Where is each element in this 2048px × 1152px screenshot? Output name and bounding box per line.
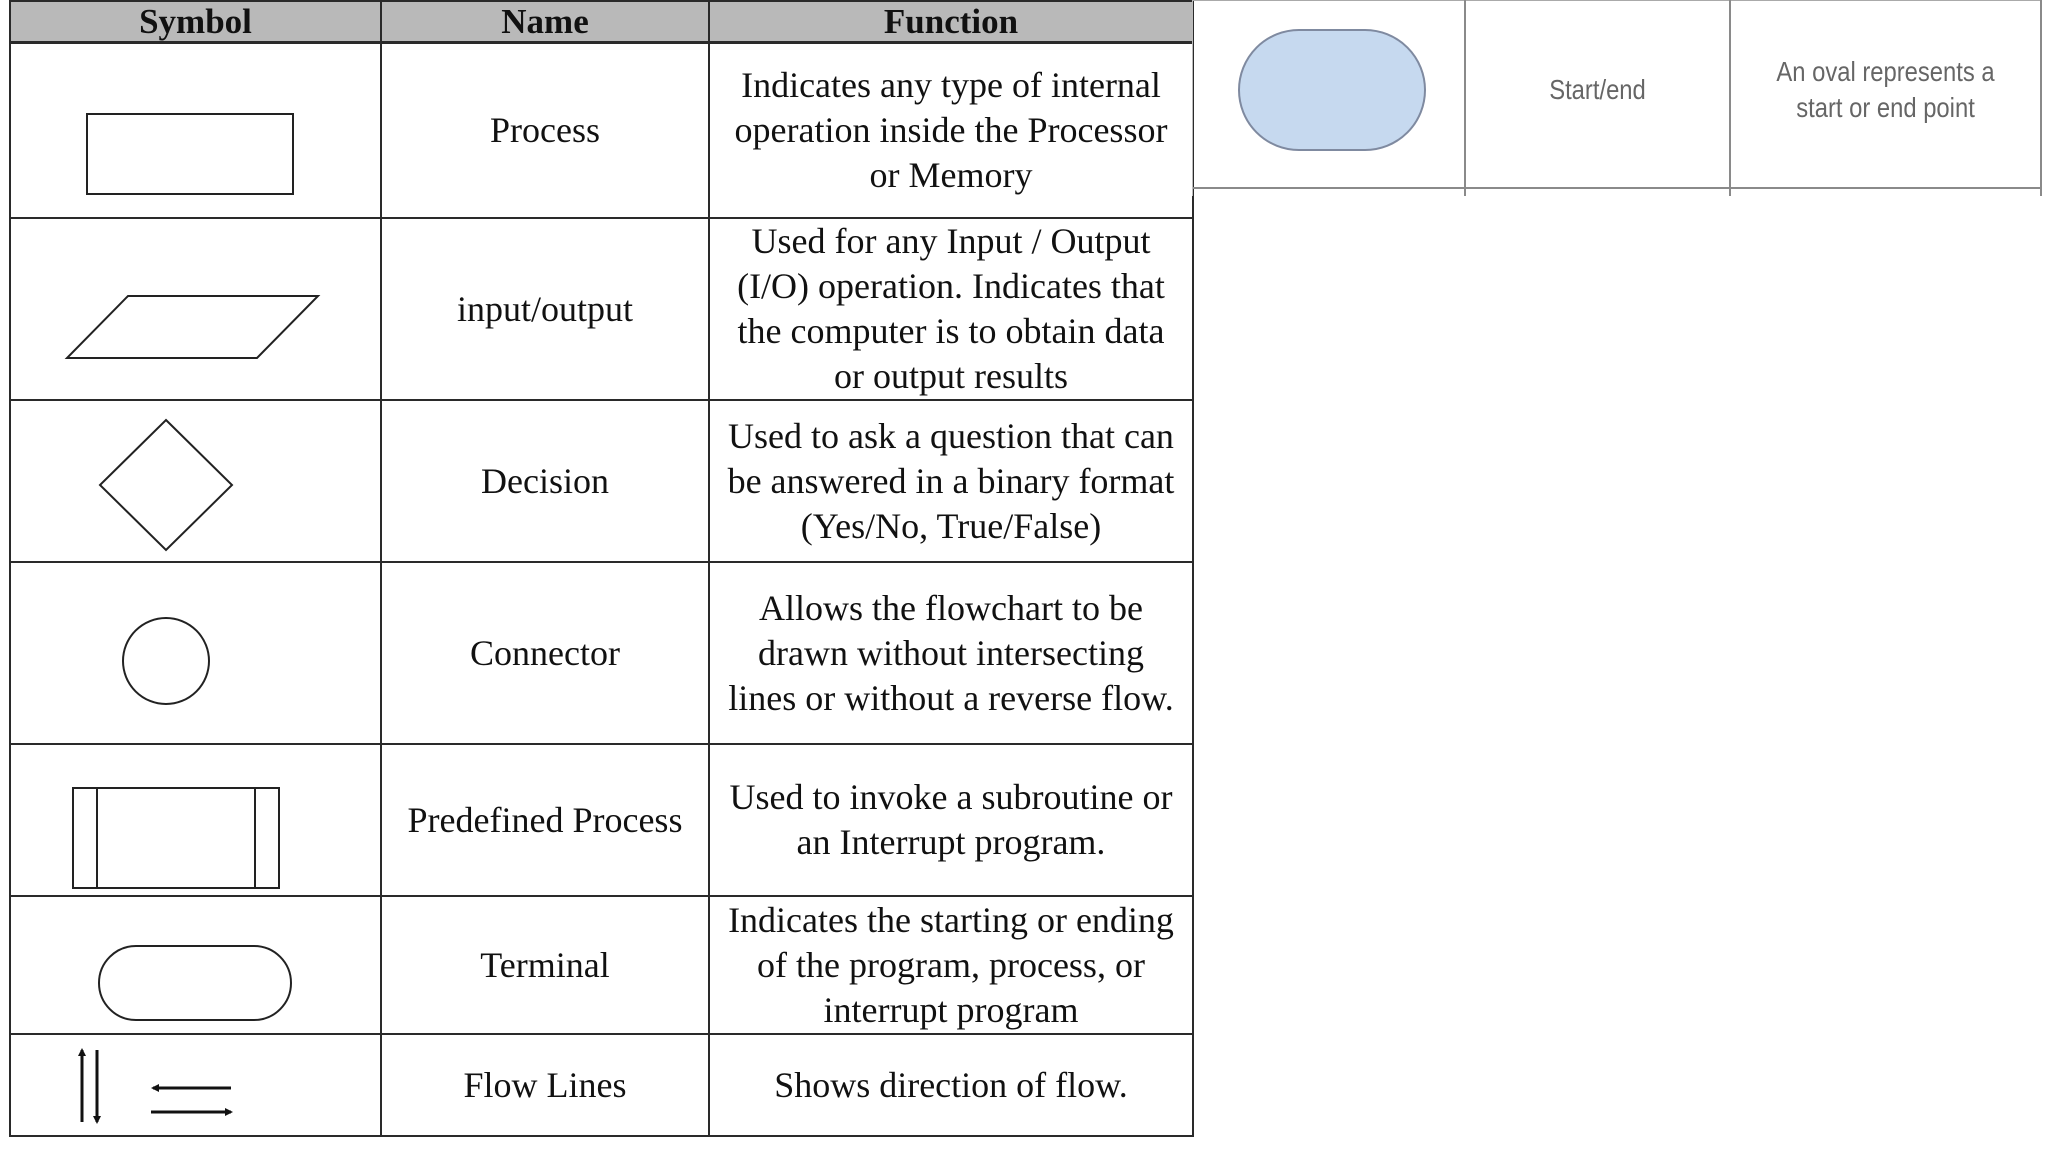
table-row (10, 400, 1193, 562)
symbol-name: Connector (381, 562, 709, 744)
symbol-name: Predefined Process (381, 744, 709, 896)
symbol-name: Flow Lines (381, 1034, 709, 1136)
connector-symbol-cell (10, 562, 381, 744)
process-rectangle-icon (11, 44, 382, 216)
table-row (10, 896, 1193, 1034)
header-name: Name (381, 1, 709, 42)
flowchart-symbols-table (9, 0, 1194, 1137)
flow-lines-symbol-cell (10, 1034, 381, 1136)
input-output-parallelogram-icon (11, 220, 382, 398)
input-output-symbol-cell (10, 218, 381, 400)
oval-start-end-icon (1193, 0, 1467, 186)
symbol-function: Used to ask a question that can be answered in a binary format (Yes/No, True/False) (709, 400, 1193, 562)
table-row (10, 562, 1193, 744)
predefined-process-icon (11, 746, 382, 894)
symbol-function: Used to invoke a subroutine or an Interrupt program. (709, 744, 1193, 896)
symbol-function: Indicates any type of internal operation inside the Processor or Memory (709, 42, 1193, 218)
symbol-function: Indicates the starting or ending of the program, process, or interrupt program (709, 896, 1193, 1034)
start-end-name-cell (1466, 0, 1731, 196)
header-symbol: Symbol (10, 1, 381, 42)
start-end-table (1192, 0, 2042, 196)
start-end-symbol-cell (1192, 0, 1466, 196)
terminal-symbol-cell (10, 896, 381, 1034)
header-function: Function (709, 1, 1193, 42)
symbol-function: Allows the flowchart to be drawn without intersecting lines or without a reverse flow. (709, 562, 1193, 744)
symbol-name: input/output (381, 218, 709, 400)
symbol-function: Used for any Input / Output (I/O) operation. Indicates that the computer is to obtain data or output results (709, 218, 1193, 400)
predefined-process-symbol-cell (10, 744, 381, 896)
terminal-rounded-icon (11, 898, 382, 1032)
decision-diamond-icon (11, 402, 382, 560)
table-row (10, 1034, 1193, 1136)
symbol-name: Decision (381, 400, 709, 562)
start-end-function: An oval represents a start or end point (1776, 56, 1995, 123)
header-row (10, 1, 1193, 42)
symbol-name: Terminal (381, 896, 709, 1034)
connector-circle-icon (11, 564, 382, 742)
table-row (10, 218, 1193, 400)
symbol-function: Shows direction of flow. (709, 1034, 1193, 1136)
flow-lines-arrows-icon (11, 1036, 382, 1134)
decision-symbol-cell (10, 400, 381, 562)
table-row (10, 744, 1193, 896)
start-end-name: Start/end (1549, 74, 1646, 105)
start-end-function-cell (1731, 0, 2042, 196)
process-symbol-cell (10, 42, 381, 218)
symbol-name: Process (381, 42, 709, 218)
table-row (10, 42, 1193, 218)
